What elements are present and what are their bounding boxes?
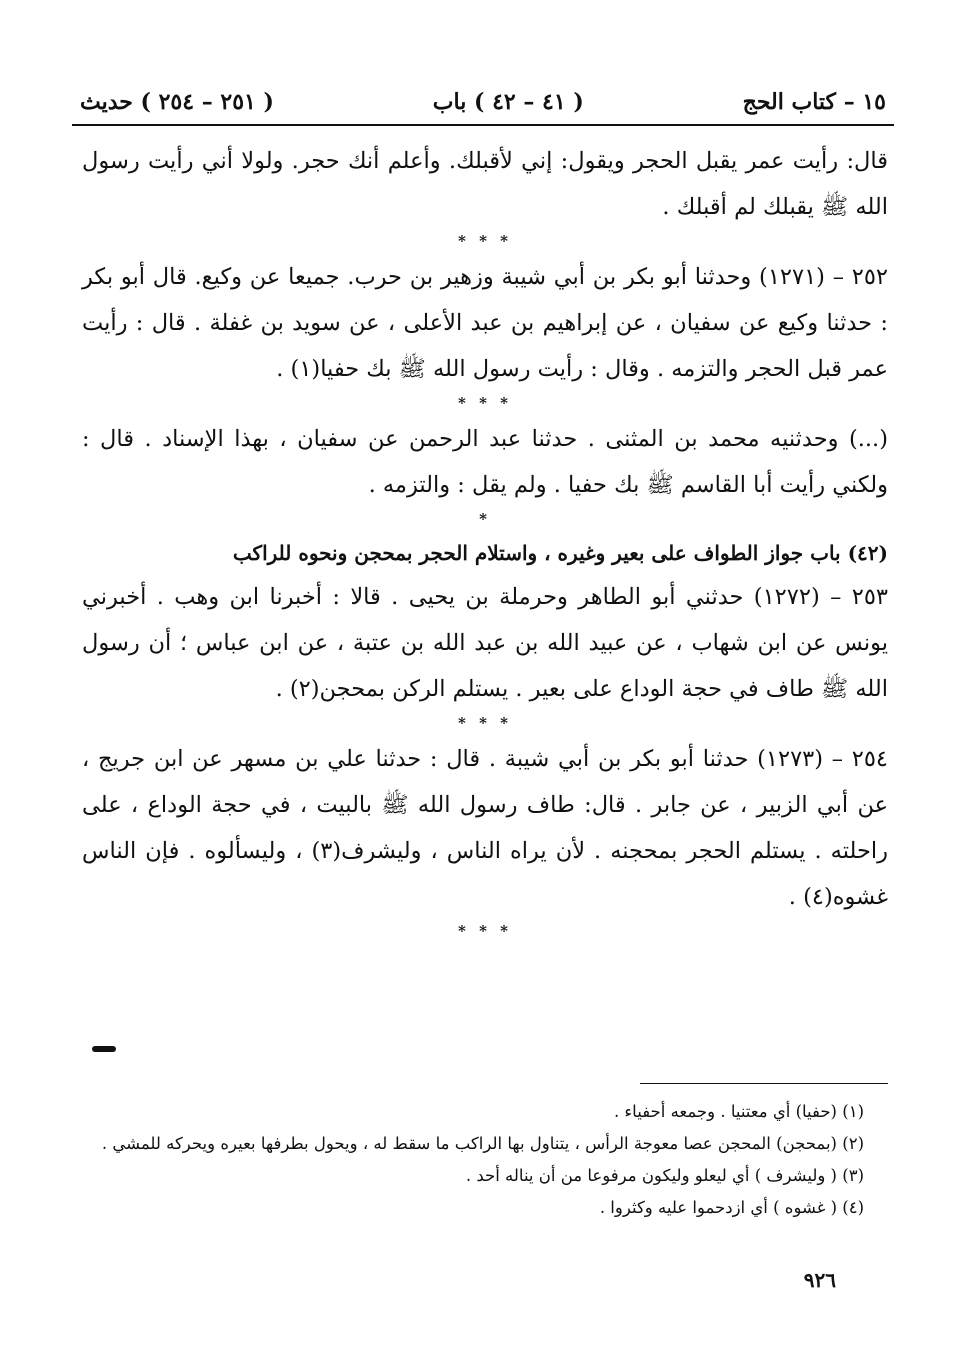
running-header bbox=[80, 82, 886, 122]
header-hadith-range: ( ٢٥١ – ٢٥٤ ) حديث bbox=[80, 89, 274, 115]
header-book-title: ١٥ – كتاب الحج bbox=[742, 89, 886, 115]
footnote-rule bbox=[640, 1083, 888, 1084]
page-number: ٩٢٦ bbox=[803, 1268, 836, 1292]
hadith-252-variant: (...) وحدثنيه محمد بن المثنى . حدثنا عبد الرحمن عن سفيان ، بهذا الإسناد . قال : ولكني رأيت أبا القاسم ﷺ بك حفيا . ولم يقل : والتزمه . bbox=[82, 426, 888, 498]
footnote-3: (٣) ( وليشرف ) أي ليعلو وليكون مرفوعا من أن يناله أحد . bbox=[465, 1166, 864, 1185]
separator-stars: * * * bbox=[458, 922, 512, 940]
hadith-254: ٢٥٤ – (١٢٧٣) حدثنا أبو بكر بن أبي شيبة . قال : حدثنا علي بن مسهر عن ابن جريج ، عن أبي الزبير ، عن جابر . قال: طاف رسول الله ﷺ بالبيت ، في حجة الوداع ، على راحلته . يستلم الحجر بمحجنه . لأن يراه الناس ، وليشرف(٣) ، وليسألوه . فإن الناس غشوه(٤) . bbox=[82, 746, 888, 910]
separator-single-star: * bbox=[479, 510, 491, 528]
separator-stars: * * * bbox=[458, 394, 512, 412]
hadith-253: ٢٥٣ – (١٢٧٢) حدثني أبو الطاهر وحرملة بن يحيى . قالا : أخبرنا ابن وهب . أخبرني يونس عن ابن شهاب ، عن عبيد الله بن عبد الله بن عتبة ، عن ابن عباس ؛ أن رسول الله ﷺ طاف في حجة الوداع على بعير . يستلم الركن بمحجن(٢) . bbox=[82, 584, 888, 702]
printer-mark bbox=[92, 1046, 116, 1052]
footnotes bbox=[82, 1096, 864, 1224]
main-text bbox=[82, 138, 888, 944]
chapter-heading-42: (٤٢) باب جواز الطواف على بعير وغيره ، واستلام الحجر بمحجن ونحوه للراكب bbox=[232, 541, 888, 565]
header-rule bbox=[72, 124, 894, 126]
footnote-1: (١) (حفيا) أي معتنيا . وجمعه أحفياء . bbox=[613, 1102, 864, 1121]
separator-stars: * * * bbox=[458, 232, 512, 250]
footnote-4: (٤) ( غشوه ) أي ازدحموا عليه وكثروا . bbox=[599, 1198, 864, 1217]
footnote-2: (٢) (بمحجن) المحجن عصا معوجة الرأس ، يتناول بها الراكب ما سقط له ، ويحول بطرفها بعيره ويحركه للمشي . bbox=[101, 1134, 864, 1153]
hadith-252: ٢٥٢ – (١٢٧١) وحدثنا أبو بكر بن أبي شيبة وزهير بن حرب. جميعا عن وكيع. قال أبو بكر : حدثنا وكيع عن سفيان ، عن إبراهيم بن عبد الأعلى ، عن سويد بن غفلة . قال : رأيت عمر قبل الحجر والتزمه . وقال : رأيت رسول الله ﷺ بك حفيا(١) . bbox=[82, 264, 889, 382]
separator-stars: * * * bbox=[458, 714, 512, 732]
header-chapter-range: ( ٤١ – ٤٢ ) باب bbox=[432, 89, 584, 115]
paragraph-continued: قال: رأيت عمر يقبل الحجر ويقول: إني لأقبلك. وأعلم أنك حجر. ولولا أني رأيت رسول الله ﷺ يقبلك لم أقبلك . bbox=[82, 148, 888, 220]
